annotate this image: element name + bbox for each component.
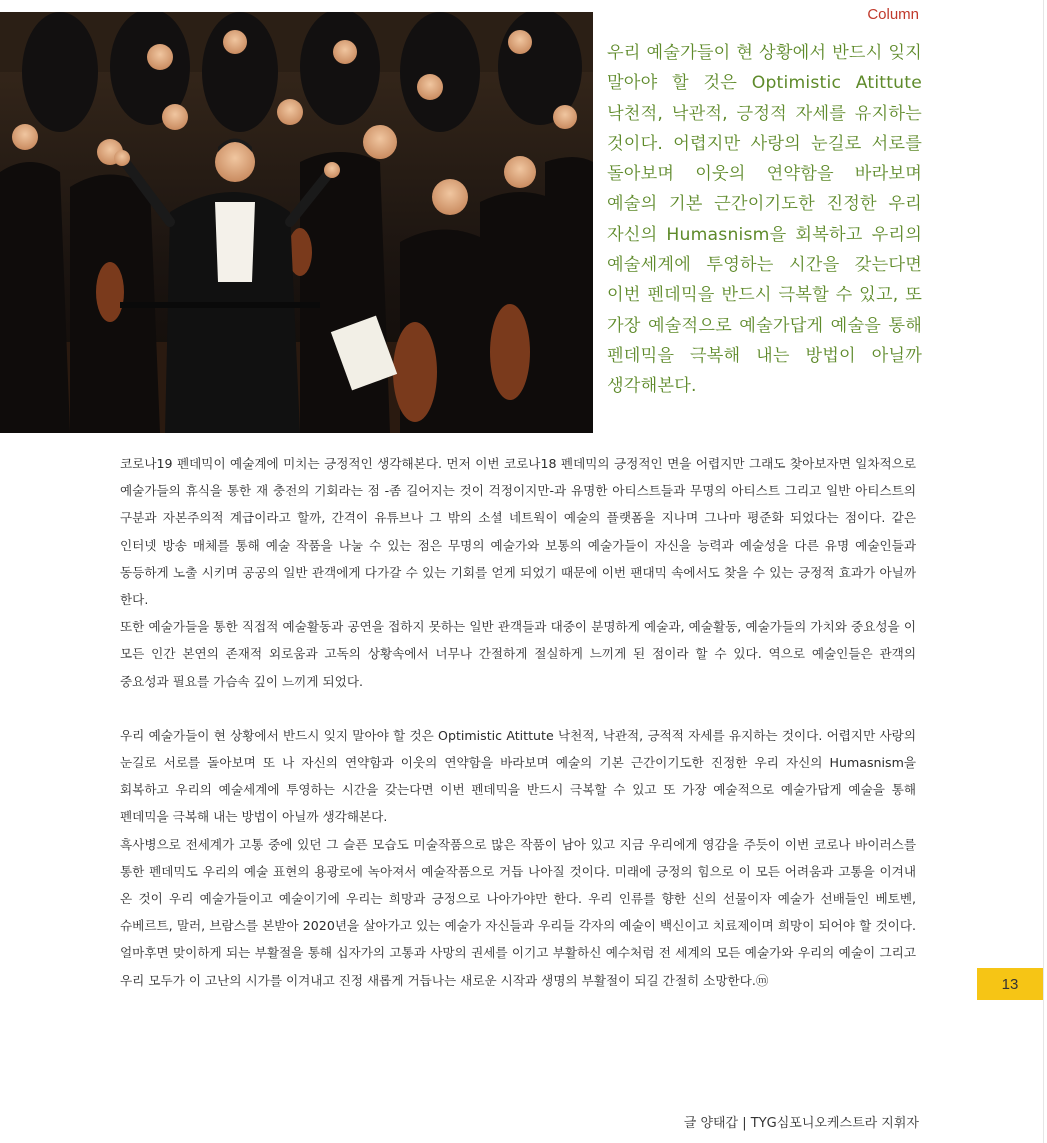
body-paragraph: 흑사병으로 전세계가 고통 중에 있던 그 슬픈 모습도 미술작품으로 많은 작품이 남아 있고 지금 우리에게 영감을 주듯이 이번 코로나 바이러스를 통한 펜데믹도 우리의 예술 표현의 용광로에 녹아져서 예술작품으로 거듭 나아질 것이다. 미래에 긍정의 힘으로 이 모든 어려움과 고통을 이겨내 온 것이 우리 예술가들이고 예술이기에 우리는 희망과 긍정으로 나아가야만 한다. 우리 인류를 향한 신의 선물이자 예술가 선배들인 베토벤, 슈베르트, 말러, 브람스를 본받아 2020년을 살아가고 있는 예술가 자신들과 우리들 각자의 예술이 백신이고 치료제이며 희망이 되어야 할 것이다. 얼마후면 맞이하게 되는 부활절을 통해 십자가의 고통과 사망의 권세를 이기고 부활하신 예수처럼 전 세계의 모든 예술가와 우리의 예술이 그리고 우리 모두가 이 고난의 시가를 이겨내고 진정 새롭게 거듭나는 새로운 시작과 생명의 부활절이 되길 간절히 소망한다.ⓜ — [120, 836, 916, 988]
author-byline: 글 양태갑 | TYG심포니오케스트라 지휘자 — [683, 1116, 919, 1131]
orchestra-photo-illustration — [0, 12, 593, 433]
body-paragraph: 우리 예술가들이 현 상황에서 반드시 잊지 말아야 할 것은 Optimistic Atittute 낙천적, 낙관적, 긍적적 자세를 유지하는 것이다. 어렵지만 사랑의 눈길로 서로를 돌아보며 또 나 자신의 연약함과 이웃의 연약함을 바라보며 예술의 기본 근간이기도한 진정한 우리 자신의 Humasnism을 회복하고 우리의 예술세계에 투영하는 시간을 갖는다면 이번 펜데믹을 반드시 극복할 수 있고 또 가장 예술적으로 예술가답게 예술을 통해 펜데믹을 극복해 내는 방법이 아닐까 생각해본다. — [120, 727, 916, 825]
orchestra-photo — [0, 12, 593, 433]
page-number-badge: 13 — [977, 968, 1043, 1000]
pull-quote: 우리 예술가들이 현 상황에서 반드시 잊지 말아야 할 것은 Optimistic Atittute 낙천적, 낙관적, 긍정적 자세를 유지하는 것이다. 어렵지만 사랑의 눈길로 서로를 돌아보며 이웃의 연약함을 바라보며 예술의 기본 근간이기도한 진정한 우리 자신의 Humasnism을 회복하고 우리의 예술세계에 투영하는 시간을 갖는다면 이번 펜데믹을 반드시 극복할 수 있고, 또 가장 예술적으로 예술가답게 예술을 통해 펜데믹을 극복해 내는 방법이 아닐까 생각해본다. — [607, 43, 922, 397]
body-paragraph: 또한 예술가들을 통한 직접적 예술활동과 공연을 접하지 못하는 일반 관객들과 대중이 분명하게 예술과, 예술활동, 예술가들의 가치와 중요성을 이 모든 인간 본연의 존재적 외로움과 고독의 상황속에서 너무나 간절하게 절실하게 느끼게 된 점이라 할 수 있다. 역으로 예술인들은 관객의 중요성과 필요를 가슴속 깊이 느끼게 되었다. — [120, 619, 916, 689]
section-label: Column — [867, 6, 919, 23]
body-paragraph: 코로나19 펜데믹이 예술계에 미치는 긍정적인 생각해본다. 먼저 이번 코로나18 펜데믹의 긍정적인 면을 어렵지만 그래도 찾아보자면 일차적으로 예술가들의 휴식을 통한 재 충전의 기회라는 점 -좀 길어지는 것이 걱정이지만-과 유명한 아티스트들과 무명의 아티스트 그리고 일반 아티스트의 구분과 자본주의적 계급이라고 할까, 간격이 유튜브나 그 밖의 소셜 네트웍이 예술의 플랫폼을 지나며 그나마 평준화 되었다는 점이다. 같은 인터넷 방송 매체를 통해 예술 작품을 나눌 수 있는 점은 무명의 예술가와 보통의 예술가들이 자신을 능력과 예술성을 다른 유명 예술인들과 동등하게 노출 시키며 공공의 일반 관객에게 다가갈 수 있는 기회를 얻게 되었기 때문에 이번 팬대믹 속에서도 찾을 수 있는 긍정적 효과가 아닐까 한다. — [120, 456, 916, 608]
article-body — [120, 450, 916, 994]
page-edge-line — [1043, 0, 1044, 1143]
